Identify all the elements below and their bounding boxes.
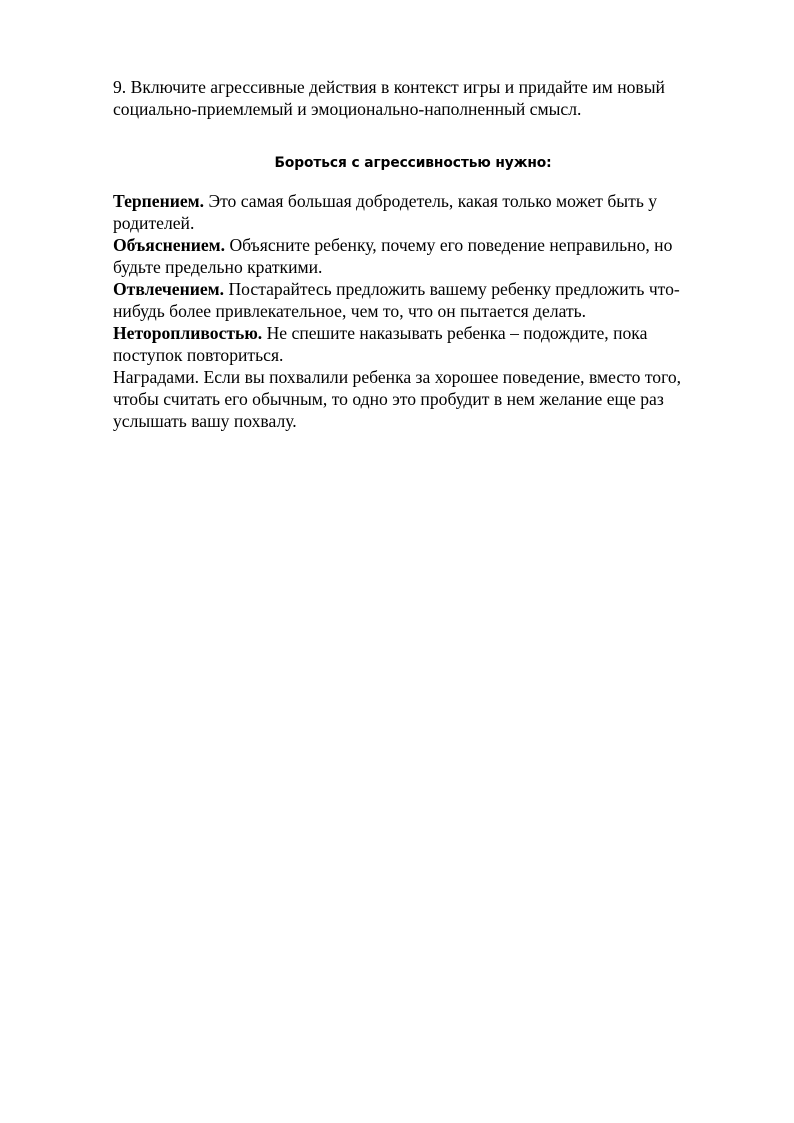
section-heading: Бороться с агрессивностью нужно: (274, 155, 552, 171)
list-item-9-line1: 9. Включите агрессивные действия в контекст игры и придайте им новый (113, 77, 665, 97)
paragraph-explanation (113, 234, 713, 278)
list-item-9-line2: социально-приемлемый и эмоционально-наполненный смысл. (113, 99, 582, 119)
paragraph-rewards-line2: чтобы считать его обычным, то одно это пробудит в нем желание еще раз (113, 389, 664, 409)
term-distraction: Отвлечением. (113, 279, 225, 299)
paragraph-patience-line1: Это самая большая добродетель, какая только может быть у (204, 191, 658, 211)
paragraph-unhurriedness-line1: Не спешите наказывать ребенка – подождите, пока (262, 323, 648, 343)
paragraph-patience-line2: родителей. (113, 213, 195, 233)
document-page (113, 76, 713, 432)
paragraph-rewards-line1: Наградами. Если вы похвалили ребенка за хорошее поведение, вместо того, (113, 367, 682, 387)
paragraph-rewards-line3: услышать вашу похвалу. (113, 411, 297, 431)
paragraph-explanation-line2: будьте предельно краткими. (113, 257, 323, 277)
paragraph-explanation-line1: Объясните ребенку, почему его поведение неправильно, но (225, 235, 673, 255)
paragraph-patience (113, 190, 713, 234)
paragraph-distraction-line2: нибудь более привлекательное, чем то, что он пытается делать. (113, 301, 587, 321)
methods-block (113, 190, 713, 432)
list-item-9 (113, 76, 713, 120)
paragraph-distraction (113, 278, 713, 322)
paragraph-rewards (113, 366, 713, 432)
term-explanation: Объяснением. (113, 235, 226, 255)
term-unhurriedness: Неторопливостью. (113, 323, 263, 343)
paragraph-unhurriedness-line2: поступок повториться. (113, 345, 284, 365)
paragraph-distraction-line1: Постарайтесь предложить вашему ребенку предложить что- (224, 279, 680, 299)
paragraph-unhurriedness (113, 322, 713, 366)
term-patience: Терпением. (113, 191, 205, 211)
